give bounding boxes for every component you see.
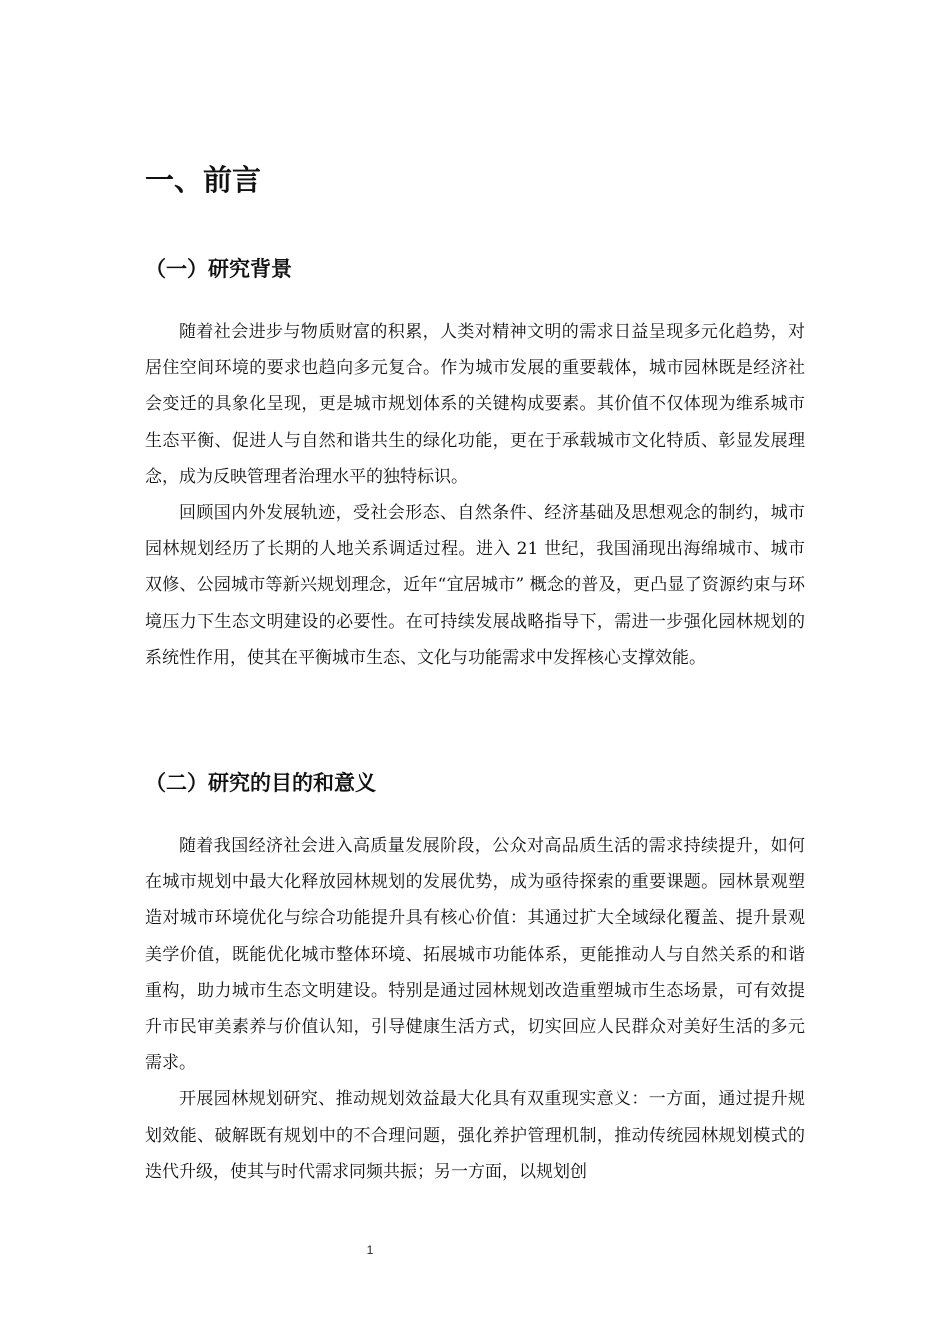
section-body-background [145, 314, 805, 676]
paragraph: 随着社会进步与物质财富的积累，人类对精神文明的需求日益呈现多元化趋势，对居住空间环境的要求也趋向多元复合。作为城市发展的重要载体，城市园林既是经济社会变迁的具象化呈现，更是城市规划体系的关键构成要素。其价值不仅体现为维系城市生态平衡、促进人与自然和谐共生的绿化功能，更在于承载城市文化特质、彰显发展理念，成为反映管理者治理水平的独特标识。 [145, 322, 805, 487]
section-body-purpose [145, 828, 805, 1190]
section-title-background: （一）研究背景 [145, 257, 292, 281]
section-title-purpose: （二）研究的目的和意义 [145, 771, 376, 795]
page-number: 1 [366, 1243, 374, 1257]
chapter-heading: 一、前言 [145, 163, 262, 197]
paragraph: 回顾国内外发展轨迹，受社会形态、自然条件、经济基础及思想观念的制约，城市园林规划经历了长期的人地关系调适过程。进入 21 世纪，我国涌现出海绵城市、城市双修、公园城市等新兴规划理念，近年“宜居城市” 概念的普及，更凸显了资源约束与环境压力下生态文明建设的必要性。在可持续发展战略指导下，需进一步强化园林规划的系统性作用，使其在平衡城市生态、文化与功能需求中发挥核心支撑效能。 [145, 503, 805, 668]
paragraph: 开展园林规划研究、推动规划效益最大化具有双重现实意义：一方面，通过提升规划效能、破解既有规划中的不合理问题，强化养护管理机制，推动传统园林规划模式的迭代升级，使其与时代需求同频共振；另一方面，以规划创 [145, 1089, 805, 1182]
paragraph: 随着我国经济社会进入高质量发展阶段，公众对高品质生活的需求持续提升，如何在城市规划中最大化释放园林规划的发展优势，成为亟待探索的重要课题。园林景观塑造对城市环境优化与综合功能提升具有核心价值：其通过扩大全域绿化覆盖、提升景观美学价值，既能优化城市整体环境、拓展城市功能体系，更能推动人与自然关系的和谐重构，助力城市生态文明建设。特别是通过园林规划改造重塑城市生态场景，可有效提升市民审美素养与价值认知，引导健康生活方式，切实回应人民群众对美好生活的多元需求。 [145, 836, 805, 1074]
